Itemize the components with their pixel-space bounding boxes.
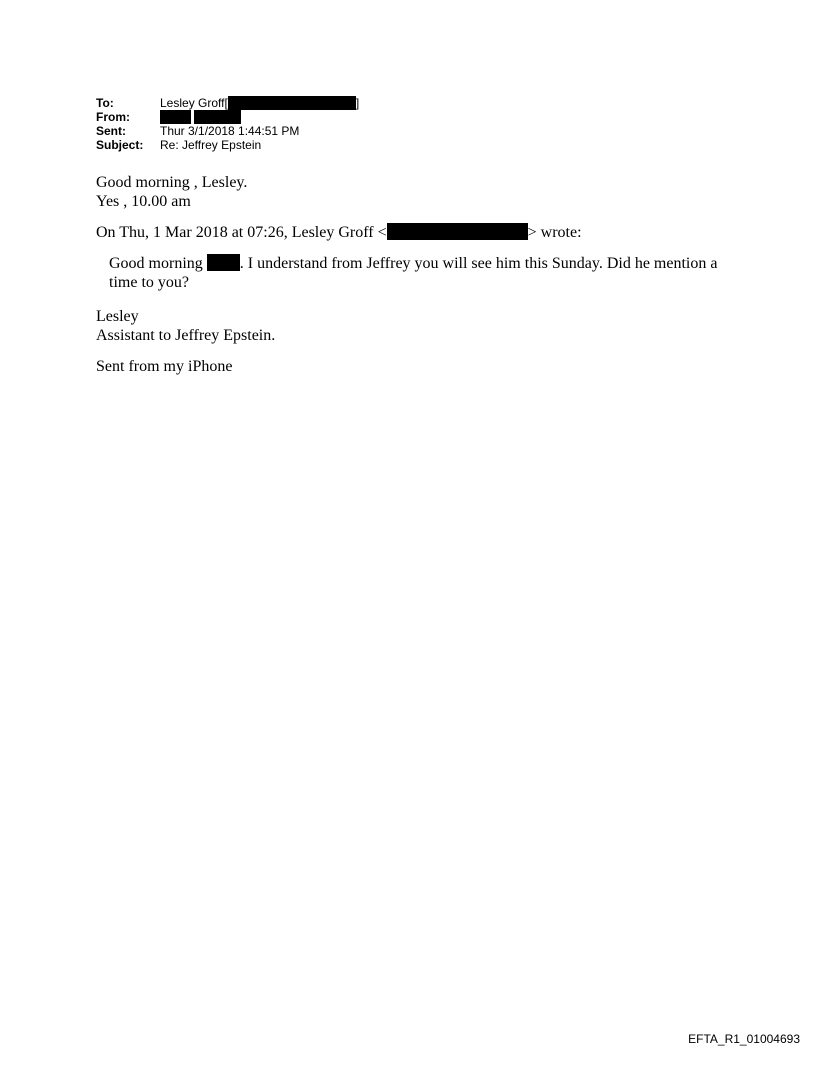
quoted-message bbox=[109, 254, 719, 292]
document-id: EFTA_R1_01004693 bbox=[688, 1032, 800, 1046]
reply-message bbox=[96, 173, 736, 211]
sent-label: Sent: bbox=[96, 124, 126, 138]
subject-row bbox=[96, 138, 359, 152]
from-value bbox=[160, 110, 241, 124]
to-name: Lesley Groff bbox=[160, 96, 225, 110]
greeting-line: Good morning , Lesley. bbox=[96, 174, 248, 191]
to-email-right-bracket: ] bbox=[355, 96, 360, 110]
quote-intro-text: On Thu, 1 Mar 2018 at 07:26, Lesley Groff < bbox=[96, 224, 387, 241]
email-header bbox=[96, 96, 359, 152]
to-row bbox=[96, 96, 359, 110]
sent-value: Thur 3/1/2018 1:44:51 PM bbox=[160, 124, 300, 138]
reply-line: Yes , 10.00 am bbox=[96, 193, 191, 210]
quoted-text: . I understand from Jeffrey you will see him this Sunday. Did he mention a time to you? bbox=[109, 255, 718, 291]
to-email-left-bracket: [ bbox=[224, 96, 228, 110]
quote-intro bbox=[96, 223, 736, 242]
quote-intro-suffix: > wrote: bbox=[527, 224, 582, 241]
from-label: From: bbox=[96, 110, 130, 124]
signature-name: Lesley bbox=[96, 308, 139, 325]
subject-label: Subject: bbox=[96, 138, 144, 152]
quoted-greeting: Good morning bbox=[109, 255, 203, 272]
subject-value: Re: Jeffrey Epstein bbox=[160, 138, 262, 152]
from-email-redaction bbox=[194, 110, 241, 124]
quote-email-redaction bbox=[387, 223, 528, 240]
from-row bbox=[96, 110, 359, 124]
to-label: To: bbox=[96, 96, 114, 110]
from-name-redaction bbox=[160, 110, 191, 124]
sent-from-line: Sent from my iPhone bbox=[96, 358, 233, 375]
to-value bbox=[160, 96, 359, 110]
email-body bbox=[96, 173, 736, 388]
quoted-name-redaction bbox=[207, 254, 240, 271]
signature bbox=[96, 307, 736, 345]
signature-title: Assistant to Jeffrey Epstein. bbox=[96, 327, 276, 344]
to-email-redaction bbox=[228, 96, 356, 110]
sent-row bbox=[96, 124, 359, 138]
